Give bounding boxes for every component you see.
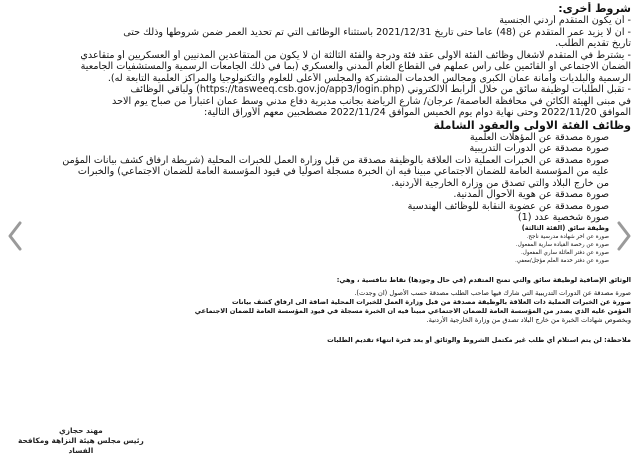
other-conditions-heading: شروط أخرى: xyxy=(558,2,631,15)
condition-line: تاريخ تقديم الطلب. xyxy=(555,38,631,49)
condition-line: الرسمية والبلديات وأمانة عمان الكبرى ومجالس الخدمات المشتركة والمجلس الأعلى للعلوم والتكنولوجيا والمراكز العلمية التابعة له). xyxy=(107,72,631,84)
driver-document-item: صورة عن رخصة القيادة سارية المفعول. xyxy=(515,241,609,248)
extra-document-line: صورة مصدقة عن الدورات التدريبية التي شارك فيها صاحب الطلب مصدقة حسب الأصول (ان وجدت). xyxy=(354,288,631,297)
application-link-line: - تقبل الطلبات لوظيفة سائق من خلال الرابط الالكتروني (https://tasweeq.csb.gov.jo/app3/login.php) ولباقي الوظائف xyxy=(130,84,631,95)
signature-block xyxy=(18,426,144,456)
conditions-list xyxy=(8,15,631,119)
signatory-name: مهند حجازي xyxy=(58,426,103,435)
condition-line: - يشترط في المتقدم لاشغال وظائف الفئة الاولى عقد فئة ودرجة والفئة الثالثة ان لا يكون من المتقاعدين المدنيين أو العسكريين أو متقاعدي xyxy=(80,49,631,61)
document-item: من خارج البلاد والتي تصدق من وزارة الخارجية الأردنية. xyxy=(391,177,609,189)
condition-line: - ان لا يزيد عمر المتقدم عن (48) عاماً حتى تاريخ 2021/12/31 باستثناء الوظائف التي تم تحديد العمر ضمن شروطها وذلك حتى xyxy=(123,26,631,38)
document-item: صورة مصدقة عن هوية الأحوال المدنية. xyxy=(453,189,609,200)
signatory-title: رئيس مجلس هيئة النزاهة ومكافحة xyxy=(18,436,144,445)
extra-documents-list xyxy=(8,289,631,326)
driver-document-item: صورة عن دفتر العائلة ساري المفعول. xyxy=(521,250,609,257)
chevron-right-icon xyxy=(616,221,632,251)
section-heading-first-category: وظائف الفئة الاولى والعقود الشاملة xyxy=(433,118,631,132)
driver-document-item: صورة عن اخر شهادة مدرسية ناجح. xyxy=(526,233,609,240)
driver-documents-list xyxy=(8,233,631,266)
signatory-title-continued: الفساد xyxy=(68,446,94,455)
document-item: صورة مصدقة عن الدورات التدريبية xyxy=(469,143,609,154)
document-item: صورة مصدقة عن عضوية النقابة للوظائف الهندسية xyxy=(407,200,609,212)
extra-documents-heading: الوثائق الإضافية لوظيفة سائق والتي تمنح المتقدم (في حال وجودها) نقاط تنافسية ، وهي: xyxy=(336,275,631,284)
extra-document-line: وبخصوص شهادات الخبرة من خارج البلاد تصدق من وزارة الخارجية الأردنية. xyxy=(426,316,631,325)
condition-line: الضمان الاجتماعي أو القائمين على رأس عملهم في القطاع العام المدني والعسكري (بما في ذلك الجامعات الرسمية والمستشفيات الجامعية xyxy=(80,61,631,72)
driver-document-item: صورة عن دفتر خدمة العلم مؤجل/معفي. xyxy=(514,258,609,265)
required-documents-list xyxy=(8,132,631,224)
chevron-left-icon xyxy=(7,221,23,251)
document-item: صورة مصدقة عن الخبرات العملية ذات العلاقة بالوظيفة مصدقة من قبل وزارة العمل للخبرات المحلية (شريطة ارفاق كشف بيانات المؤمن xyxy=(62,154,609,166)
document-item: عليه من المؤسسة العامة للضمان الاجتماعي مبيناً فيه ان الخبرة مسجلة اصولياً في قيود المؤسسة العامة للضمان الاجتماعي) والخبرات xyxy=(77,166,609,177)
condition-line: في مبنى الهيئة الكائن في محافظة العاصمة/ عرجان/ شارع الرياضة بجانب مديرية دفاع مدني وسط عمان اعتباراً من صباح يوم الاحد xyxy=(112,95,631,107)
previous-page-button[interactable] xyxy=(4,218,26,254)
extra-document-line: صورة عن الخبرات العملية ذات العلاقة بالوظيفة مصدقة من قبل وزارة العمل للخبرات المحلية اضافة الى ارفاق كشف بيانات xyxy=(232,297,631,306)
next-page-button[interactable] xyxy=(613,218,635,254)
condition-line: الموافق 2022/11/20 وحتى نهاية دوام يوم الخميس الموافق 2022/11/24 مصطحبين معهم الأوراق التالية: xyxy=(203,107,631,118)
note-line: ملاحظة: لن يتم استلام أي طلب غير مكتمل الشروط والوثائق أو بعد فترة انتهاء تقديم الطلبات xyxy=(327,335,631,344)
document-item: صورة مصدقة عن المؤهلات العلمية xyxy=(469,131,609,143)
document-item: صورة شخصية عدد (1) xyxy=(517,212,609,223)
driver-section-heading: وظيفة سائق (الفئة الثالثة) xyxy=(521,223,609,232)
condition-line: - أن يكون المتقدم أردني الجنسية xyxy=(499,15,631,26)
extra-document-line: المؤمن عليه الذي يصدر من المؤسسة العامة للضمان الاجتماعي مبيناً فيه ان الخبرة مسجلة في قيود المؤسسة العامة للضمان الاجتماعي xyxy=(194,307,631,316)
